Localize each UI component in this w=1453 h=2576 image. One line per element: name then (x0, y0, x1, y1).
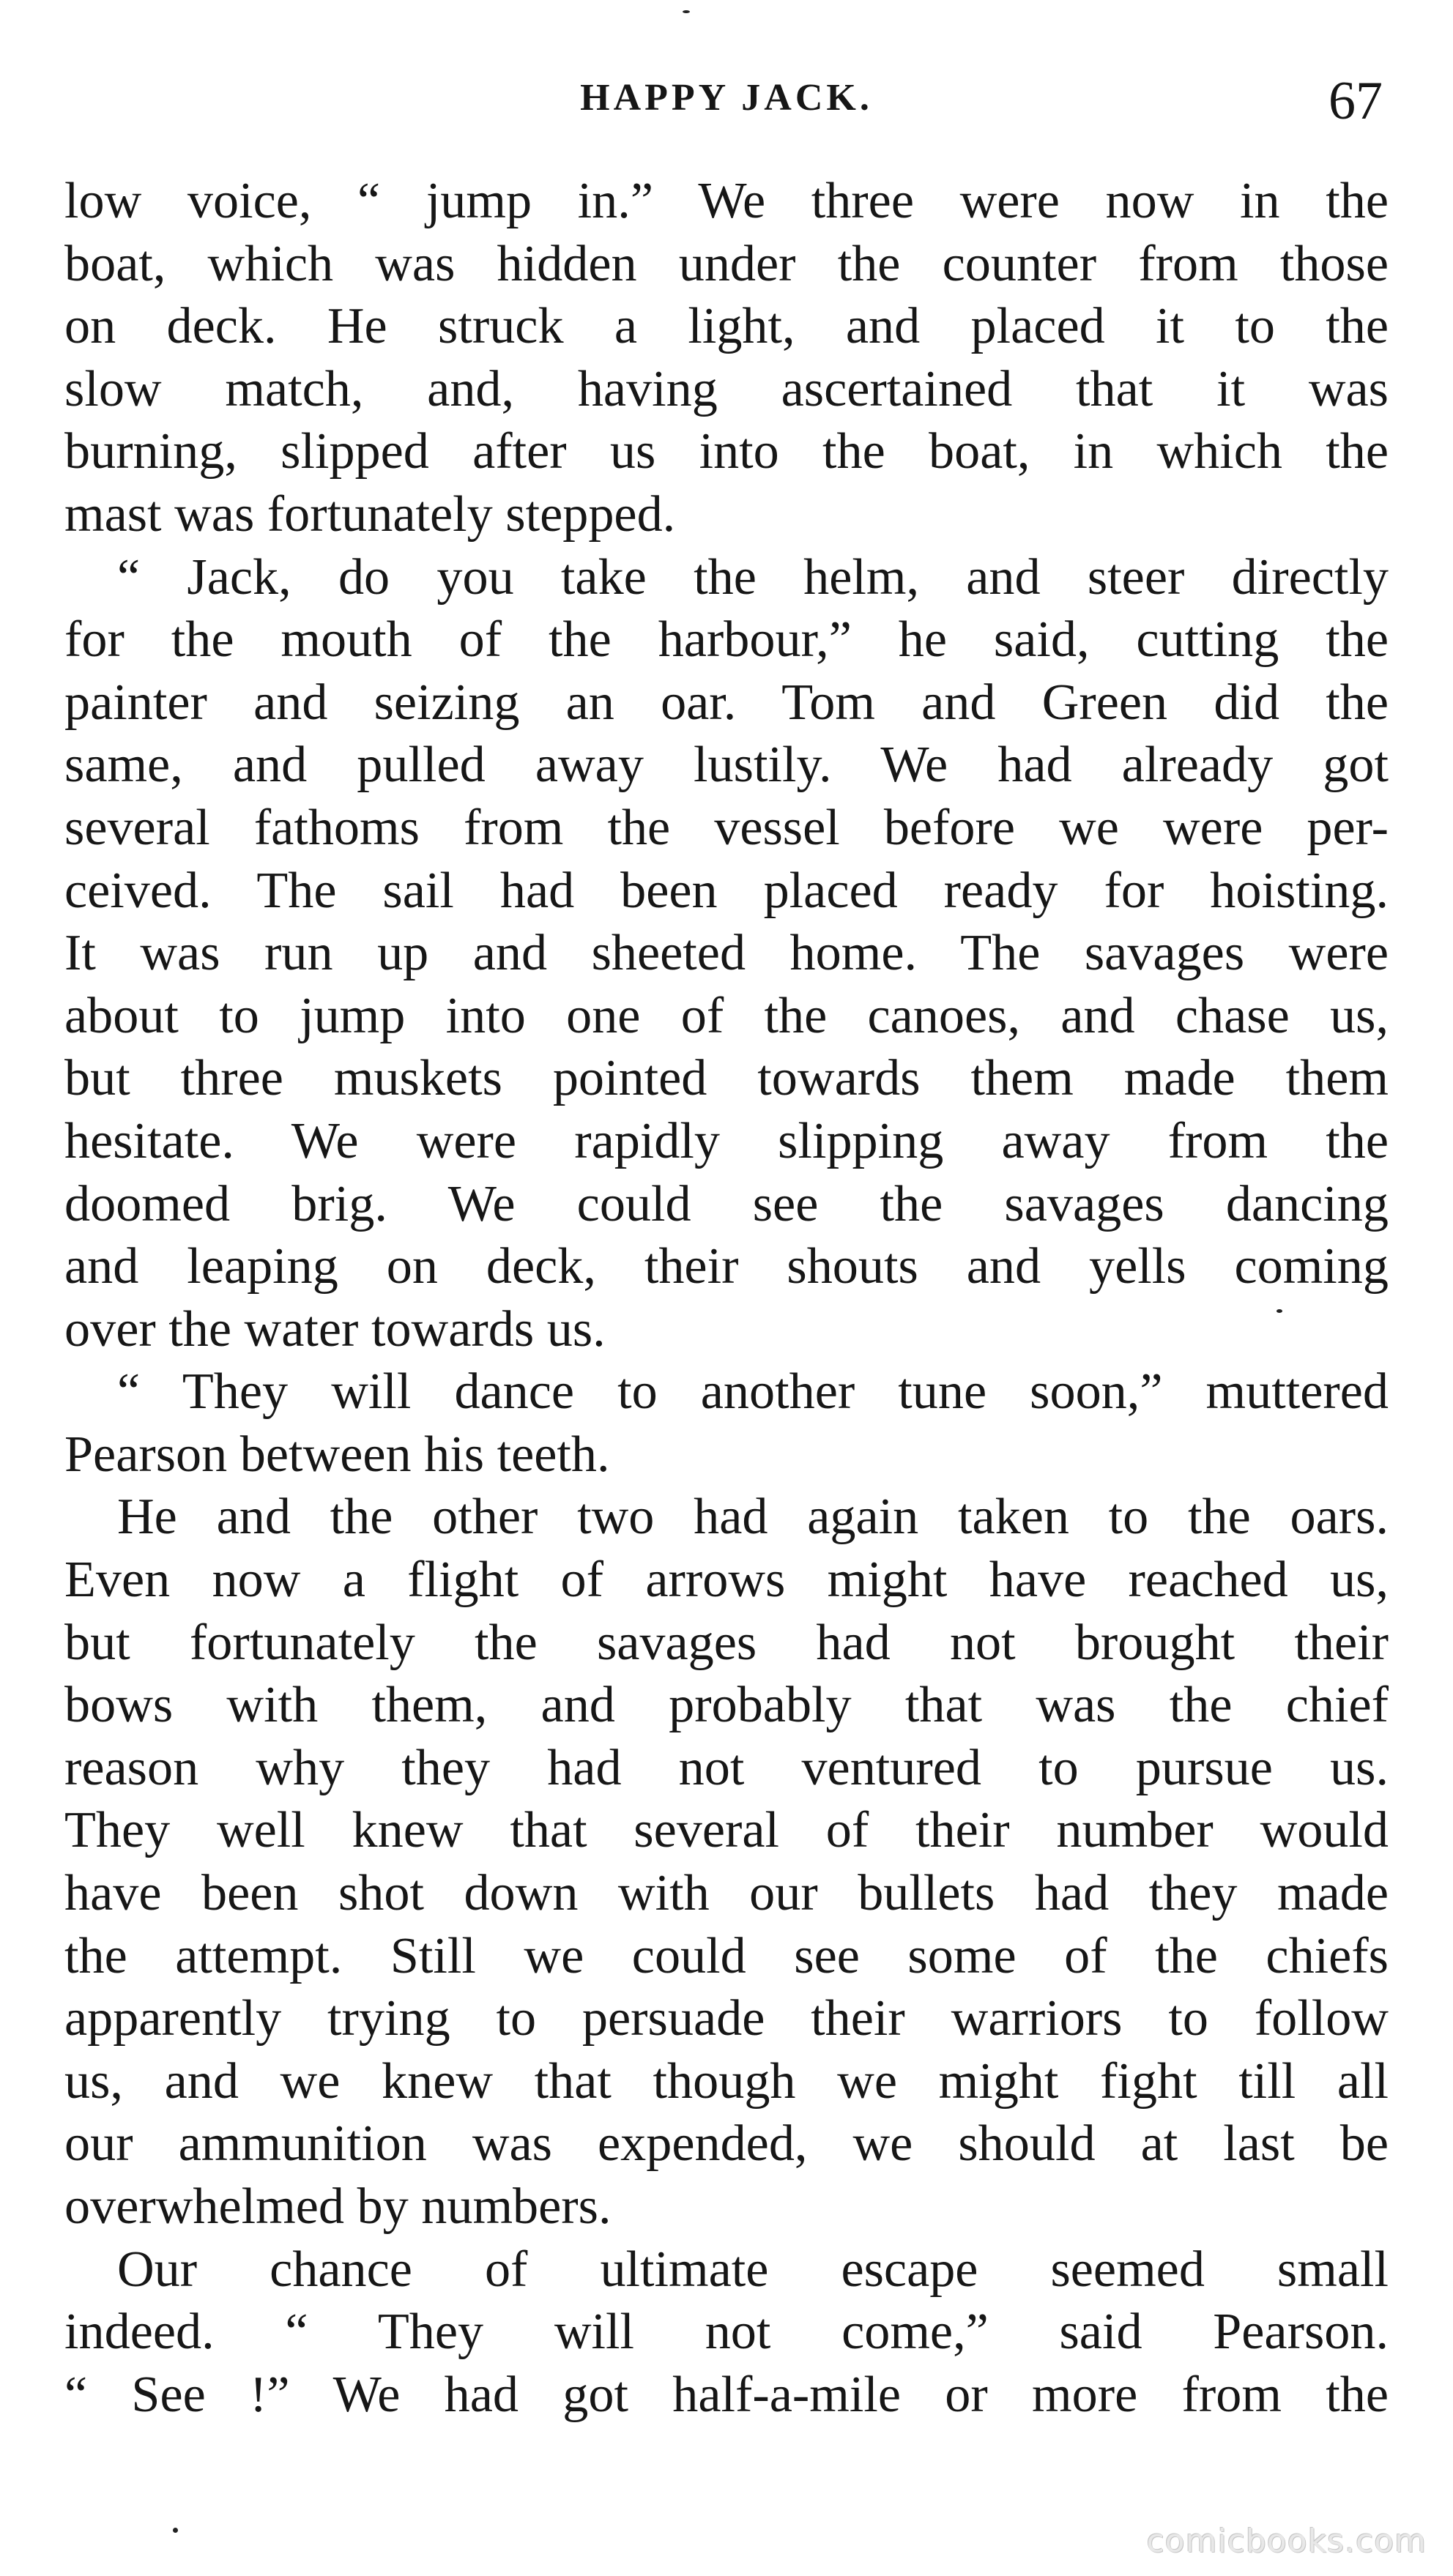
text-line: but fortunately the savages had not brought their (64, 1613, 1389, 1671)
text-line: have been shot down with our bullets had they made (64, 1864, 1389, 1922)
body-text (64, 170, 1389, 2426)
text-line: indeed. “ They will not come,” said Pearson. (64, 2303, 1389, 2361)
text-line: apparently trying to persuade their warriors to follow (64, 1989, 1389, 2047)
running-title: HAPPY JACK. (580, 77, 873, 119)
text-line: and leaping on deck, their shouts and yells coming (64, 1237, 1389, 1295)
text-line: about to jump into one of the canoes, and chase us, (64, 986, 1389, 1044)
text-line: but three muskets pointed towards them made them (64, 1049, 1389, 1107)
text-line: Our chance of ultimate escape seemed small (117, 2240, 1389, 2298)
text-line: painter and seizing an oar. Tom and Green did the (64, 673, 1389, 731)
ink-speck (1277, 1309, 1282, 1313)
text-line: overwhelmed by numbers. (64, 2178, 612, 2235)
text-line: boat, which was hidden under the counter from those (64, 234, 1389, 292)
text-line: over the water towards us. (64, 1300, 606, 1358)
text-line: Pearson between his teeth. (64, 1425, 610, 1483)
page-number: 67 (1328, 71, 1383, 131)
text-line: They well knew that several of their number would (64, 1801, 1389, 1859)
text-line: same, and pulled away lustily. We had already got (64, 736, 1389, 794)
text-line: mast was fortunately stepped. (64, 485, 676, 543)
text-line: doomed brig. We could see the savages dancing (64, 1175, 1389, 1232)
ink-speck (683, 10, 690, 13)
ink-speck (173, 2528, 178, 2533)
text-line: It was run up and sheeted home. The savages were (64, 924, 1389, 982)
text-line: the attempt. Still we could see some of the chiefs (64, 1927, 1389, 1984)
text-line: hesitate. We were rapidly slipping away from the (64, 1112, 1389, 1169)
text-line: several fathoms from the vessel before we were per- (64, 798, 1389, 856)
text-line: our ammunition was expended, we should at last be (64, 2115, 1389, 2173)
text-line: low voice, “ jump in.” We three were now in the (64, 172, 1389, 229)
text-line: us, and we knew that though we might fight till all (64, 2052, 1389, 2110)
text-line: ceived. The sail had been placed ready for hoisting. (64, 861, 1389, 919)
text-line: on deck. He struck a light, and placed it to the (64, 297, 1389, 355)
text-line: “ Jack, do you take the helm, and steer directly (117, 548, 1389, 606)
text-line: bows with them, and probably that was the chief (64, 1676, 1389, 1734)
text-line: for the mouth of the harbour,” he said, cutting the (64, 611, 1389, 669)
watermark: comicbooks.com (1146, 2523, 1427, 2560)
page-header (70, 70, 1383, 136)
text-line: “ See !” We had got half-a-mile or more from the (64, 2365, 1389, 2423)
text-line: “ They will dance to another tune soon,” muttered (117, 1363, 1389, 1421)
text-line: burning, slipped after us into the boat, in which the (64, 422, 1389, 480)
text-line: He and the other two had again taken to the oars. (117, 1488, 1389, 1546)
text-line: slow match, and, having ascertained that it was (64, 360, 1389, 417)
text-line: reason why they had not ventured to pursue us. (64, 1738, 1389, 1796)
text-line: Even now a flight of arrows might have reached us, (64, 1551, 1389, 1609)
